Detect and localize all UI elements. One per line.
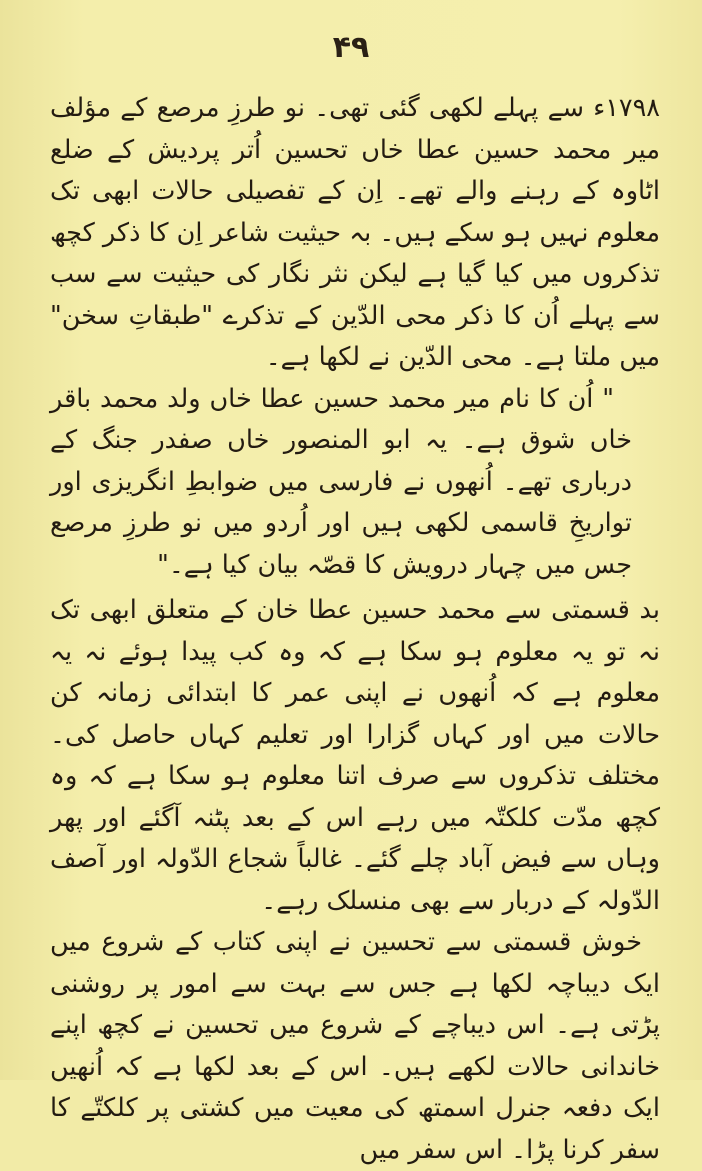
page-number: ۴۹ xyxy=(332,30,370,65)
page-body xyxy=(50,88,660,1171)
paragraph-intro: ۱۷۹۸ء سے پہلے لکھی گئی تھی۔ نو طرزِ مرصع کے مؤلف میر محمد حسین عطا خاں تحسین اُتر پردیش کے ضلع اٹاوہ کے رہنے والے تھے۔ اِن کے تفصیلی حالات ابھی تک معلوم نہیں ہو سکے ہیں۔ بہ حیثیت شاعر اِن کا ذکر کچھ تذکروں میں کیا گیا ہے لیکن نثر نگار کی حیثیت سے سب سے پہلے اُن کا ذکر محی الدّین کے تذکرے "طبقاتِ سخن" میں ملتا ہے۔ محی الدّین نے لکھا ہے۔ xyxy=(50,93,660,372)
paragraph-biography: بد قسمتی سے محمد حسین عطا خان کے متعلق ابھی تک نہ تو یہ معلوم ہو سکا ہے کہ وہ کب پیدا ہوئے نہ یہ معلوم ہے کہ اُنھوں نے اپنی عمر کا ابتدائی زمانہ کن حالات میں اور کہاں گزارا اور تعلیم کہاں حاصل کی۔ مختلف تذکروں سے صرف اتنا معلوم ہو سکا ہے کہ وہ کچھ مدّت کلکتّہ میں رہے اس کے بعد پٹنہ آگئے اور پھر وہاں سے فیض آباد چلے گئے۔ غالباً شجاع الدّولہ اور آصف الدّولہ کے دربار سے بھی منسلک رہے۔ xyxy=(50,595,660,916)
paragraph-quotation: " اُن کا نام میر محمد حسین عطا خاں ولد محمد باقر خاں شوق ہے۔ یہ ابو المنصور خاں صفدر جنگ کے درباری تھے۔ اُنھوں نے فارسی میں ضوابطِ انگریزی اور تواریخِ قاسمی لکھی ہیں اور اُردو میں نو طرزِ مرصع جس میں چہار درویش کا قصّہ بیان کیا ہے۔" xyxy=(50,383,632,580)
paragraph-preface: خوش قسمتی سے تحسین نے اپنی کتاب کے شروع میں ایک دیباچہ لکھا ہے جس سے بہت سے امور پر روشنی پڑتی ہے۔ اس دیباچے کے شروع میں تحسین نے کچھ اپنے خاندانی حالات لکھے ہیں۔ اس کے بعد لکھا ہے کہ اُنھیں ایک دفعہ جنرل اسمتھ کی معیت میں کشتی پر کلکتّے کا سفر کرنا پڑا۔ اس سفر میں xyxy=(50,927,660,1165)
